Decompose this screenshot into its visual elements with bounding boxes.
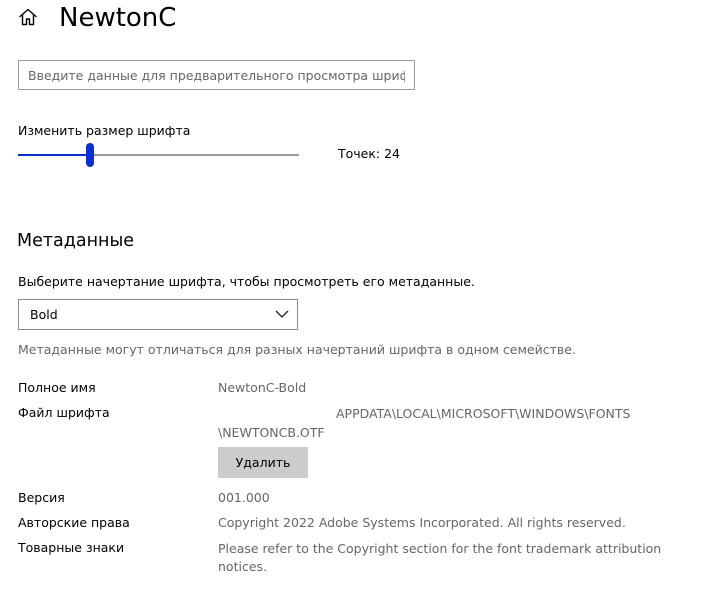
style-select-label: Выберите начертание шрифта, чтобы просмотреть его метаданные. <box>18 274 475 289</box>
copyright-label: Авторские права <box>18 515 130 530</box>
font-file-path-line2: \NEWTONCB.OTF <box>218 425 325 440</box>
page-title: NewtonC <box>59 3 177 33</box>
slider-fill <box>18 154 90 156</box>
full-name-label: Полное имя <box>18 380 96 395</box>
style-dropdown-value: Bold <box>30 307 58 322</box>
style-dropdown[interactable] <box>18 299 298 330</box>
trademark-value: Please refer to the Copyright section for the font trademark attribution notices. <box>218 541 662 574</box>
full-name-value: NewtonC-Bold <box>218 380 307 395</box>
preview-text-input[interactable] <box>18 60 415 90</box>
copyright-value: Copyright 2022 Adobe Systems Incorporated. All rights reserved. <box>218 515 626 530</box>
slider-thumb[interactable] <box>86 143 94 167</box>
font-size-label: Изменить размер шрифта <box>18 123 191 138</box>
chevron-down-icon <box>275 309 289 319</box>
font-file-path-line1: APPDATA\LOCAL\MICROSOFT\WINDOWS\FONTS <box>336 406 631 421</box>
font-size-slider[interactable] <box>18 143 299 167</box>
metadata-note: Метаданные могут отличаться для разных начертаний шрифта в одном семействе. <box>18 342 576 357</box>
font-file-label: Файл шрифта <box>18 405 110 420</box>
font-size-value: Точек: 24 <box>338 146 400 161</box>
home-icon[interactable] <box>17 6 39 28</box>
delete-button[interactable]: Удалить <box>218 447 308 478</box>
trademark-label: Товарные знаки <box>18 540 125 555</box>
version-value: 001.000 <box>218 490 270 505</box>
metadata-heading: Метаданные <box>17 231 135 251</box>
version-label: Версия <box>18 490 65 505</box>
